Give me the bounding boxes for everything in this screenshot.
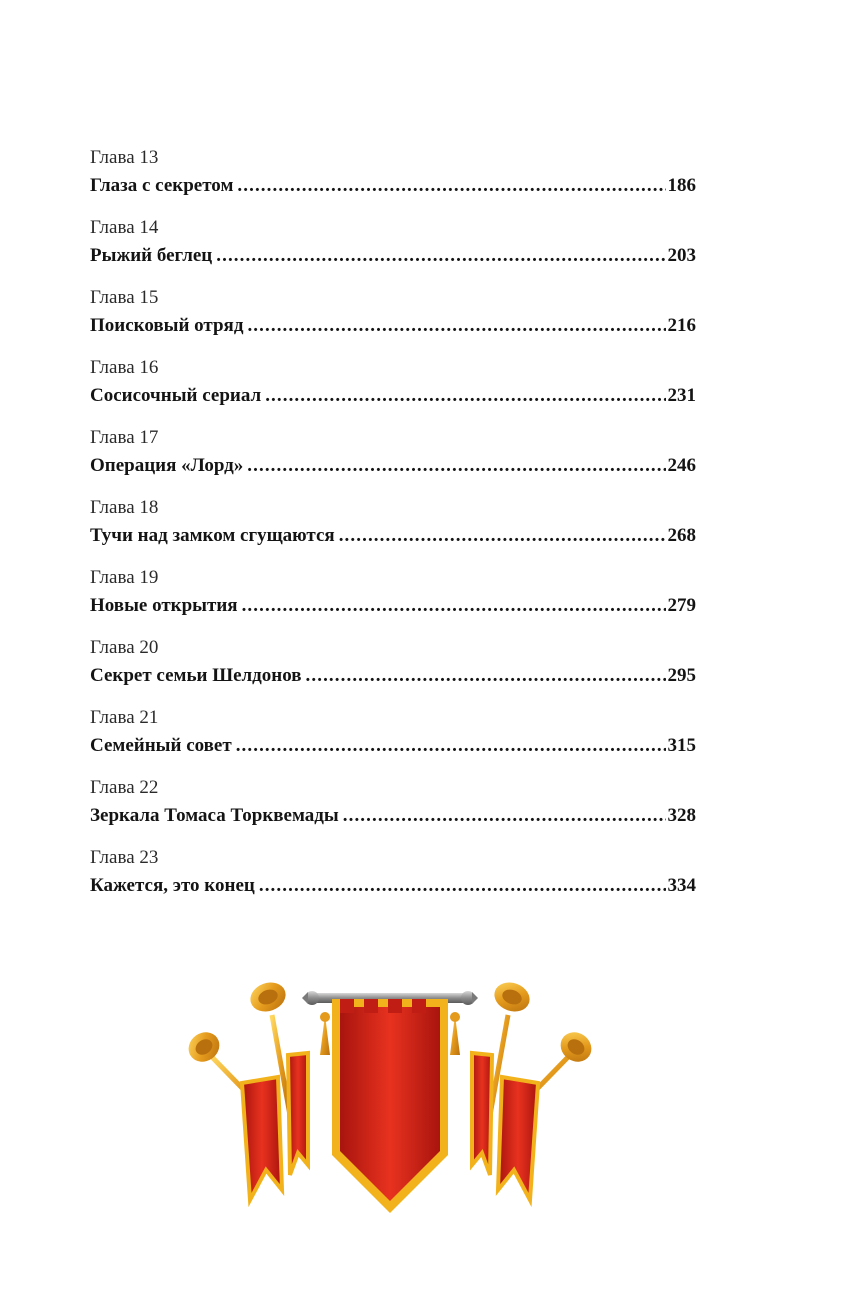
toc-title-line	[90, 453, 696, 479]
table-of-contents	[90, 144, 696, 914]
dot-leader	[236, 733, 666, 759]
chapter-title: Зеркала Томаса Торквемады	[90, 805, 339, 826]
toc-entry-16[interactable]	[90, 354, 696, 424]
right-trumpets	[472, 978, 597, 1200]
chapter-title: Глаза с секретом	[90, 175, 234, 196]
dot-leader	[343, 803, 666, 829]
chapter-title: Секрет семьи Шелдонов	[90, 665, 302, 686]
toc-title-line	[90, 873, 696, 899]
toc-title-line	[90, 173, 696, 199]
page-number: 279	[667, 595, 696, 616]
page-number: 203	[667, 245, 696, 266]
toc-title-line	[90, 663, 696, 689]
chapter-title: Операция «Лорд»	[90, 455, 244, 476]
toc-entry-15[interactable]	[90, 284, 696, 354]
chapter-label: Глава 19	[90, 567, 159, 588]
chapter-title: Семейный совет	[90, 735, 232, 756]
chapter-title: Рыжий беглец	[90, 245, 213, 266]
page-number: 268	[667, 525, 696, 546]
dot-leader	[242, 593, 666, 619]
toc-entry-21[interactable]	[90, 704, 696, 774]
toc-title-line	[90, 733, 696, 759]
chapter-label: Глава 14	[90, 217, 159, 238]
chapter-title: Новые открытия	[90, 595, 238, 616]
chapter-label: Глава 21	[90, 707, 159, 728]
page-number: 328	[667, 805, 696, 826]
dot-leader	[247, 453, 665, 479]
dot-leader	[247, 313, 665, 339]
page-number: 231	[667, 385, 696, 406]
toc-title-line	[90, 383, 696, 409]
central-banner	[332, 999, 448, 1213]
chapter-title: Поисковый отряд	[90, 315, 244, 336]
chapter-label: Глава 23	[90, 847, 159, 868]
toc-entry-22[interactable]	[90, 774, 696, 844]
chapter-label: Глава 13	[90, 147, 159, 168]
dot-leader	[339, 523, 666, 549]
page-number: 186	[667, 175, 696, 196]
toc-entry-18[interactable]	[90, 494, 696, 564]
toc-entry-14[interactable]	[90, 214, 696, 284]
dot-leader	[237, 173, 665, 199]
page-number: 216	[667, 315, 696, 336]
left-trumpets	[183, 978, 308, 1200]
toc-entry-13[interactable]	[90, 144, 696, 214]
toc-title-line	[90, 593, 696, 619]
heraldic-banner-with-trumpets-icon	[180, 975, 600, 1220]
page-number: 295	[667, 665, 696, 686]
dot-leader	[265, 383, 665, 409]
chapter-label: Глава 18	[90, 497, 159, 518]
toc-entry-17[interactable]	[90, 424, 696, 494]
toc-entry-23[interactable]	[90, 844, 696, 914]
page-number: 246	[667, 455, 696, 476]
chapter-label: Глава 20	[90, 637, 159, 658]
chapter-label: Глава 16	[90, 357, 159, 378]
chapter-title: Кажется, это конец	[90, 875, 255, 896]
chapter-label: Глава 22	[90, 777, 159, 798]
toc-entry-19[interactable]	[90, 564, 696, 634]
dot-leader	[306, 663, 666, 689]
toc-title-line	[90, 243, 696, 269]
dot-leader	[259, 873, 666, 899]
chapter-title: Сосисочный сериал	[90, 385, 262, 406]
chapter-label: Глава 15	[90, 287, 159, 308]
page-number: 315	[667, 735, 696, 756]
chapter-title: Тучи над замком сгущаются	[90, 525, 335, 546]
page-number: 334	[667, 875, 696, 896]
toc-title-line	[90, 523, 696, 549]
toc-title-line	[90, 803, 696, 829]
chapter-label: Глава 17	[90, 427, 159, 448]
dot-leader	[216, 243, 665, 269]
toc-entry-20[interactable]	[90, 634, 696, 704]
toc-title-line	[90, 313, 696, 339]
